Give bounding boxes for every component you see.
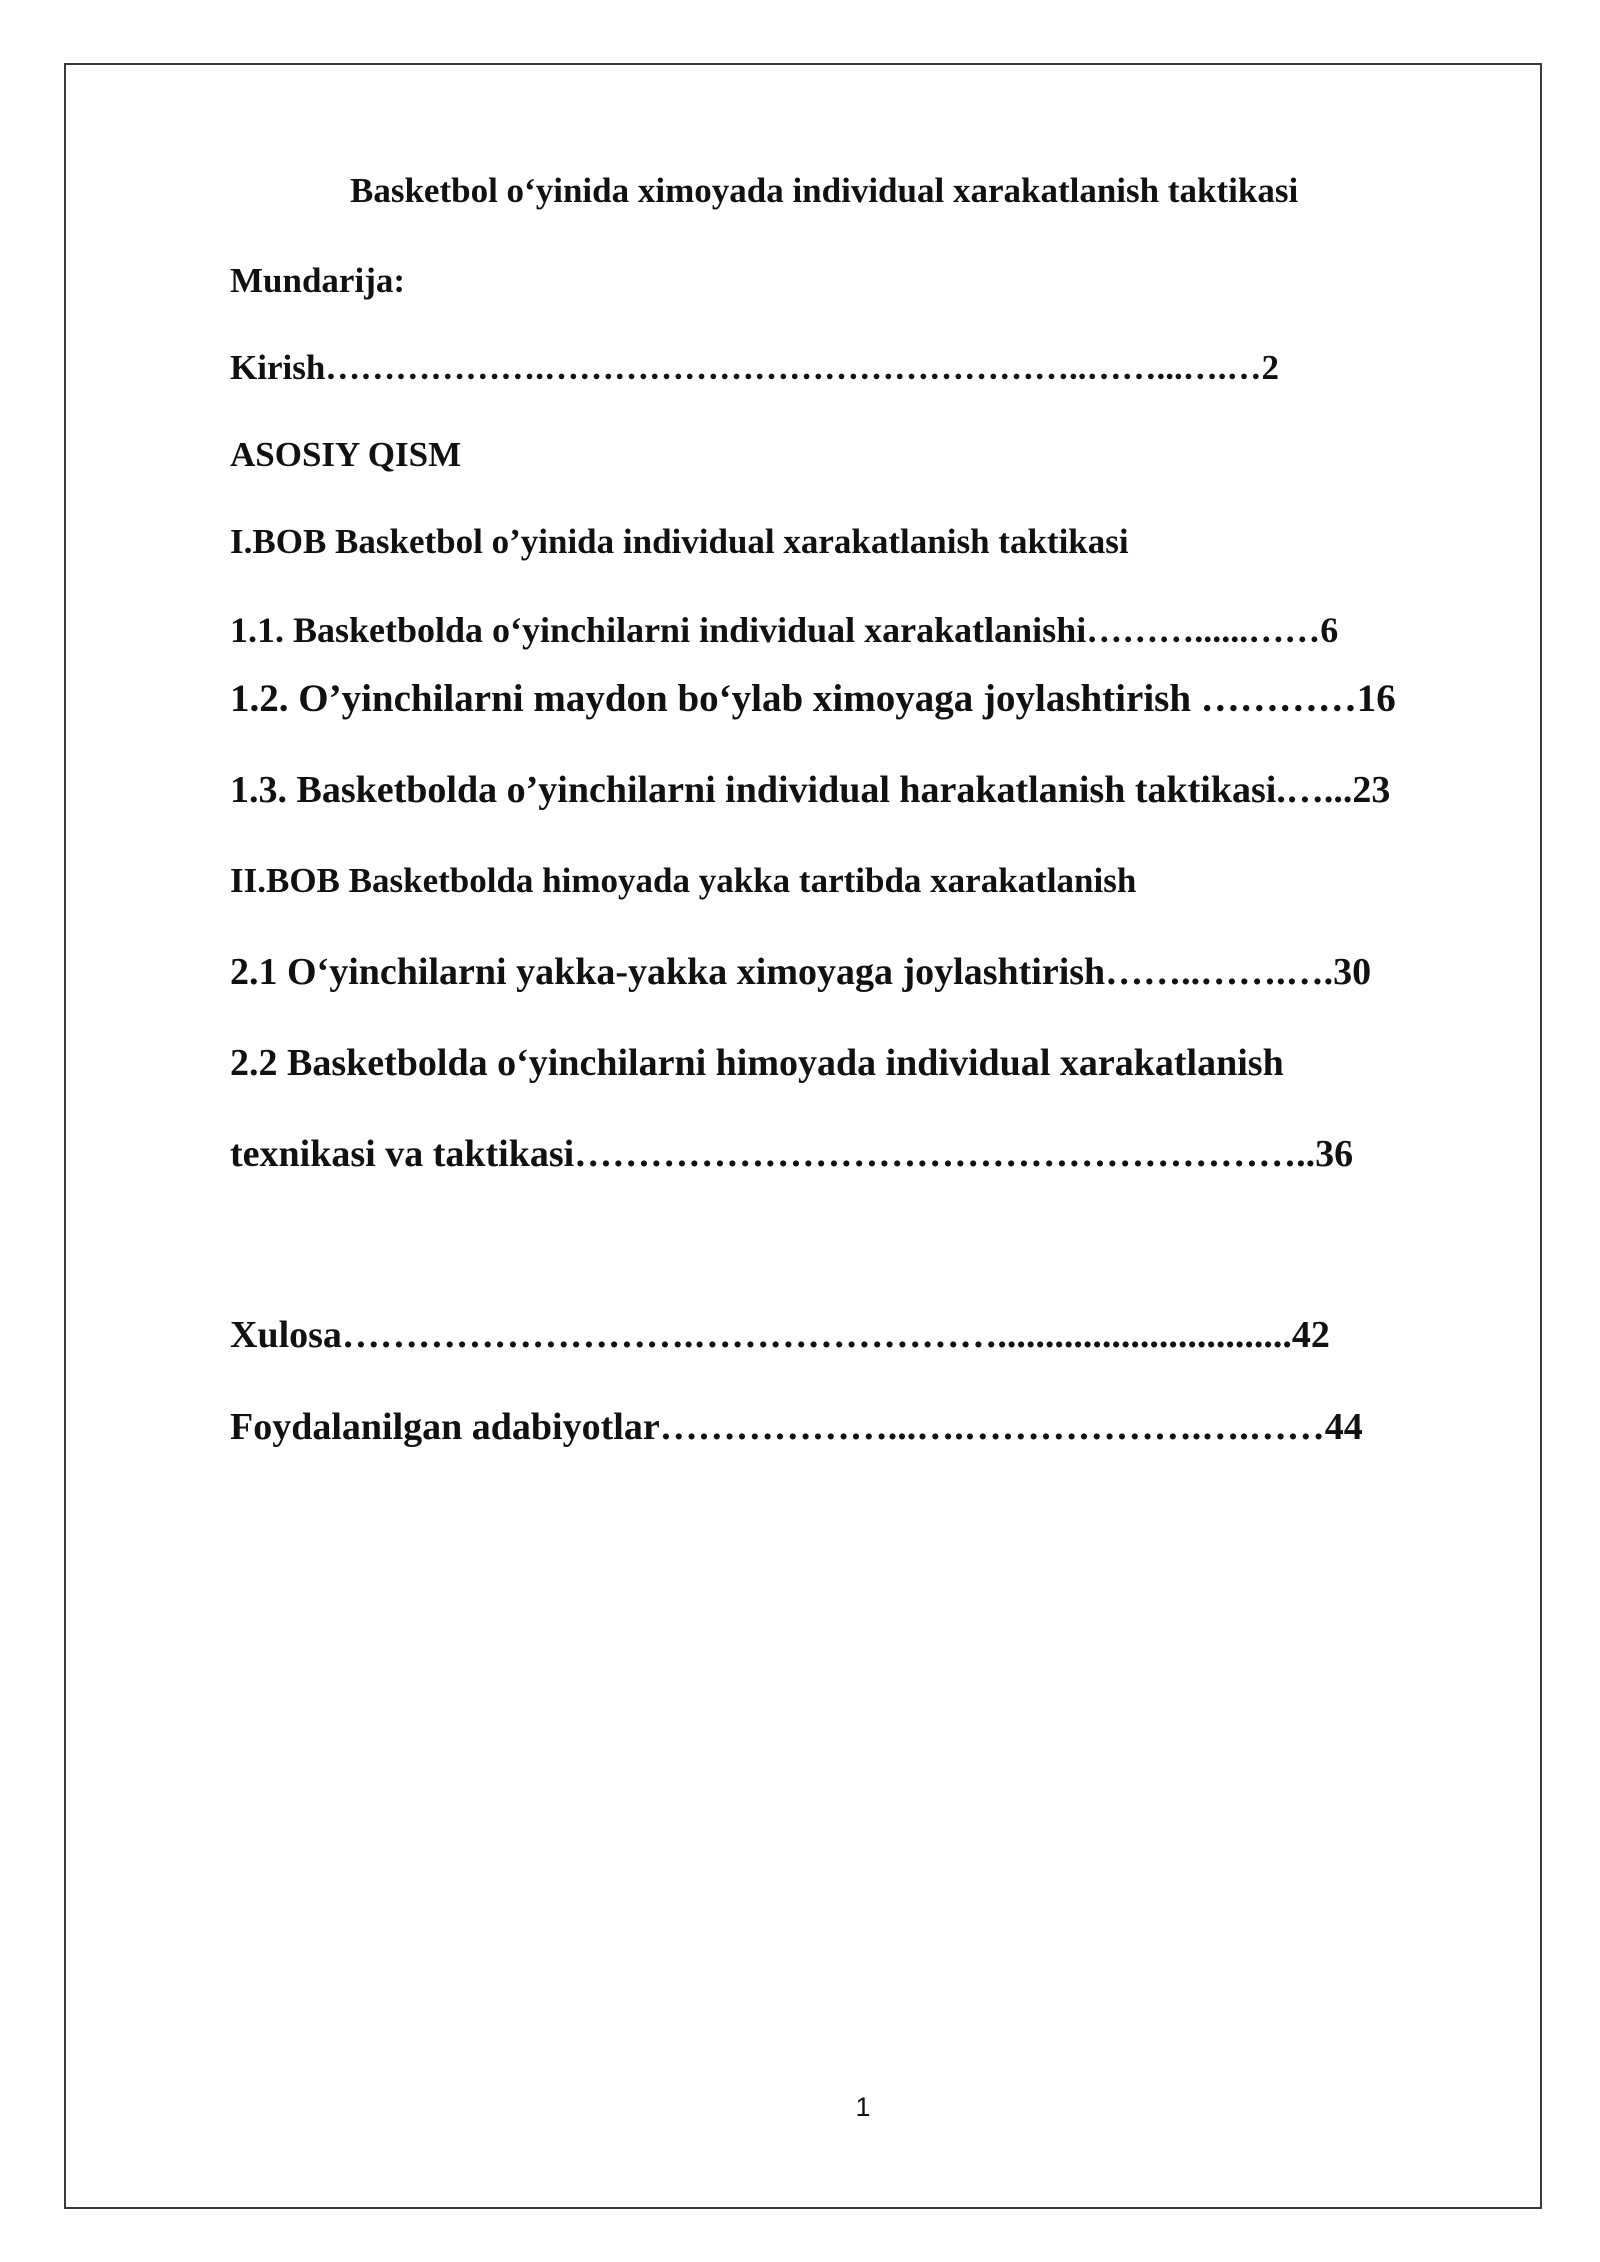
toc-entry-2-2-continued: texnikasi va taktikasi…………………………………………………..36 xyxy=(230,1133,1354,1175)
toc-entry-1-2: 1.2. O’yinchilarni maydon bo‘ylab ximoyaga joylashtirish …………16 xyxy=(230,677,1396,720)
toc-entry-conclusion: Xulosa……………………….……………………...............................42 xyxy=(230,1314,1330,1356)
toc-entry-1-3: 1.3. Basketbolda o’yinchilarni individual harakatlanish taktikasi.…...23 xyxy=(230,769,1391,811)
page-number: 1 xyxy=(855,2092,871,2122)
toc-entry-2-1: 2.1 O‘yinchilarni yakka-yakka ximoyaga joylashtirish……..…….….30 xyxy=(230,951,1372,993)
document-title: Basketbol o‘yinida ximoyada individual xarakatlanish taktikasi xyxy=(350,171,1299,210)
toc-entry-chapter-2: II.BOB Basketbolda himoyada yakka tartibda xarakatlanish xyxy=(230,861,1137,900)
toc-entry-chapter-1: I.BOB Basketbol o’yinida individual xarakatlanish taktikasi xyxy=(230,522,1129,561)
toc-entry-introduction: Kirish……………….………………………………………..……...….…2 xyxy=(230,348,1280,387)
toc-entry-1-1: 1.1. Basketbolda o‘yinchilarni individual xarakatlanishi………......……6 xyxy=(230,610,1339,650)
contents-heading: Mundarija: xyxy=(230,261,405,300)
toc-entry-references: Foydalanilgan adabiyotlar………………...….……………….….……44 xyxy=(230,1406,1363,1448)
toc-entry-main-part: ASOSIY QISM xyxy=(230,435,462,474)
toc-entry-2-2: 2.2 Basketbolda o‘yinchilarni himoyada individual xarakatlanish xyxy=(230,1042,1284,1084)
